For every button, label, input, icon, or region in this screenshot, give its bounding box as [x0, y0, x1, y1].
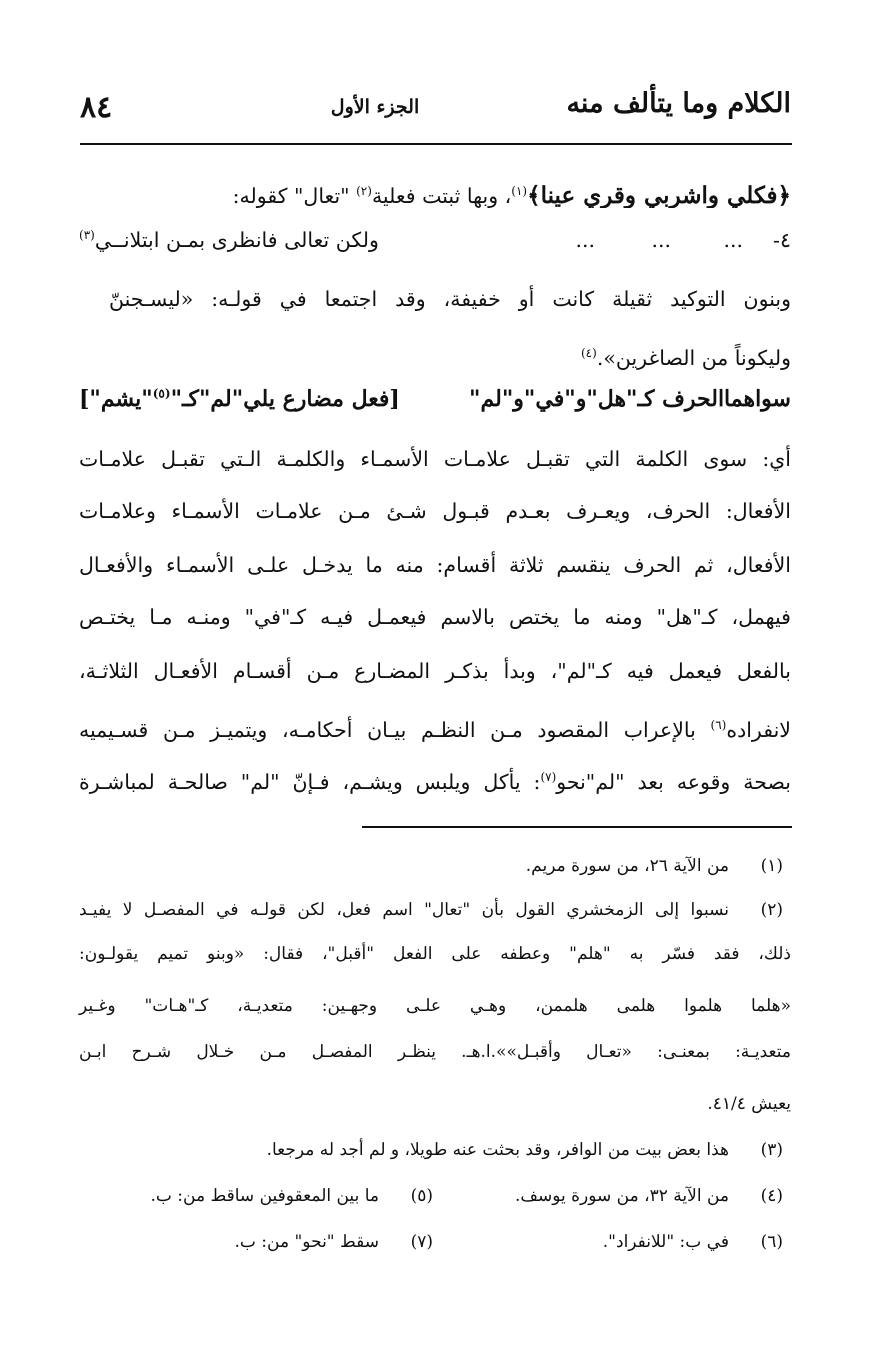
footnote-text: «هلما هلموا هلمى هلممن، وهـي علـى وجهـين: متعديـة، كـ"هـات" وغـير	[79, 996, 791, 1016]
verse-ellipsis: ...	[651, 228, 671, 252]
footnote-ref-2: (٢)	[356, 184, 372, 198]
footnote-ref-5: (٥)	[152, 386, 171, 401]
footnote-number: (٦)	[760, 1232, 783, 1252]
page-number: ٨٤	[80, 90, 113, 125]
footnote-number: (٤)	[760, 1186, 783, 1206]
footnote-ref-7: (٧)	[540, 770, 557, 784]
quran-quote: ﴿فكلي واشربي وقري عينا﴾	[527, 181, 791, 208]
body-line-3: وبنون التوكيد ثقيلة كانت أو خفيفة، وقد اجتمعا في قولـه: «ليسـجننّ	[109, 287, 791, 311]
footnote-1	[79, 856, 791, 884]
footnote-6-7	[79, 1232, 791, 1260]
body-line-6: أي: سوى الكلمة التي تقبـل علامـات الأسمـاء والكلمـة الـتي تقبـل علامـات	[79, 447, 791, 471]
body-line-12	[79, 762, 791, 794]
footnote-2-line-3	[79, 996, 791, 1024]
footnote-text: في ب: "للانفراد".	[602, 1232, 729, 1252]
footnote-number: (٧)	[410, 1232, 433, 1252]
matn-text: "يشم"]	[79, 386, 153, 412]
footnote-number: (٢)	[760, 900, 783, 920]
body-text: : يأكل ويلبس ويشـم، فـإنّ "لم" صالحـة لمباشـرة	[79, 769, 541, 794]
verse-ellipsis: ...	[575, 228, 595, 252]
footnote-ref-6: (٦)	[710, 718, 727, 732]
body-line-9: فيهمل، كـ"هل" ومنه ما يختص بالاسم فيعمـل فيـه كـ"في" ومنـه مـا يختـص	[79, 605, 791, 629]
body-line-10: بالفعل فيعمل فيه كـ"لم"، وبدأ بذكـر المضـارع مـن أقسـام الأفعـال الثلاثـة،	[79, 659, 791, 683]
footnote-2-line-4	[79, 1042, 791, 1070]
footnote-number: (١)	[760, 856, 783, 876]
verse-number: ٤-	[773, 228, 791, 252]
matn-line	[79, 386, 791, 422]
footnote-text: ذلك، فقد فسّر به "هلم" وعطفه على الفعل "أقبل"، فقال: «وبنو تميم يقولـون:	[79, 944, 791, 964]
running-header-title: الكلام وما يتألف منه	[566, 88, 791, 119]
footnote-text: ما بين المعقوفين ساقط من: ب.	[150, 1186, 379, 1206]
header-rule	[80, 143, 792, 145]
body-line-1	[79, 176, 791, 208]
footnote-separator	[362, 826, 792, 828]
footnote-number: (٥)	[410, 1186, 433, 1206]
body-text: ، وبها ثبتت فعلية	[371, 183, 512, 208]
footnote-ref-4: (٤)	[580, 346, 597, 360]
footnote-text: سقط "نحو" من: ب.	[234, 1232, 379, 1252]
verse-text: ولكن تعالى فانظرى بمـن ابتلانــي	[94, 228, 379, 252]
body-text: لانفراده	[726, 717, 791, 742]
running-header-part: الجزء الأول	[330, 96, 420, 118]
footnote-text: من الآية ٣٢، من سورة يوسف.	[514, 1186, 729, 1206]
body-line-7: الأفعال: الحرف، ويعـرف بعـدم قبـول شـئ مـن علامـات الأسمـاء وعلامـات	[79, 499, 791, 523]
footnote-ref-3: (٣)	[79, 228, 95, 243]
footnote-3	[79, 1140, 791, 1168]
body-line-4	[79, 338, 791, 370]
footnote-text: متعديـة: بمعنـى: «تعـال وأقبـل»».ا.هـ. ينظـر المفصـل مـن خـلال شـرح ابـن	[79, 1042, 791, 1062]
body-text: "تعال" كقوله:	[232, 183, 357, 208]
poetry-verse	[79, 224, 791, 260]
verse-ellipsis: ...	[723, 228, 743, 252]
footnote-2	[79, 900, 791, 928]
footnote-text: نسبوا إلى الزمخشري القول بأن "تعال" اسم فعل، لكن قولـه في المفصـل لا يفيـد	[79, 900, 729, 920]
footnote-text: هذا بعض بيت من الوافر، وقد بحثت عنه طويلا، و لم أجد له مرجعا.	[266, 1140, 729, 1160]
footnote-text: من الآية ٢٦، من سورة مريم.	[525, 856, 729, 876]
verse-second-hemistich	[79, 228, 379, 252]
body-text: وليكوناً من الصاغرين».	[596, 345, 791, 370]
footnote-text: يعيش ٤١/٤.	[707, 1094, 791, 1114]
footnote-4-5	[79, 1186, 791, 1214]
footnote-2-line-2	[79, 944, 791, 972]
body-line-11	[79, 710, 791, 742]
body-text: بصحة وقوعه بعد "لم"نحو	[556, 769, 791, 794]
footnote-ref-1: (١)	[511, 184, 528, 198]
matn-left	[79, 386, 400, 412]
footnote-2-line-5	[79, 1094, 791, 1122]
body-line-8: الأفعال، ثم الحرف ينقسم ثلاثة أقسام: منه ما يدخـل علـى الأسمـاء والأفعـال	[79, 553, 791, 577]
footnote-number: (٣)	[760, 1140, 783, 1160]
matn-right: سواهماالحرف كـ"هل"و"في"و"لم"	[469, 386, 791, 412]
body-text: بالإعراب المقصود مـن النظـم بيـان أحكامـه، ويتميـز مـن قسـيميه	[79, 717, 711, 742]
matn-text: [فعل مضارع يلي"لم"كـ"	[170, 386, 400, 412]
